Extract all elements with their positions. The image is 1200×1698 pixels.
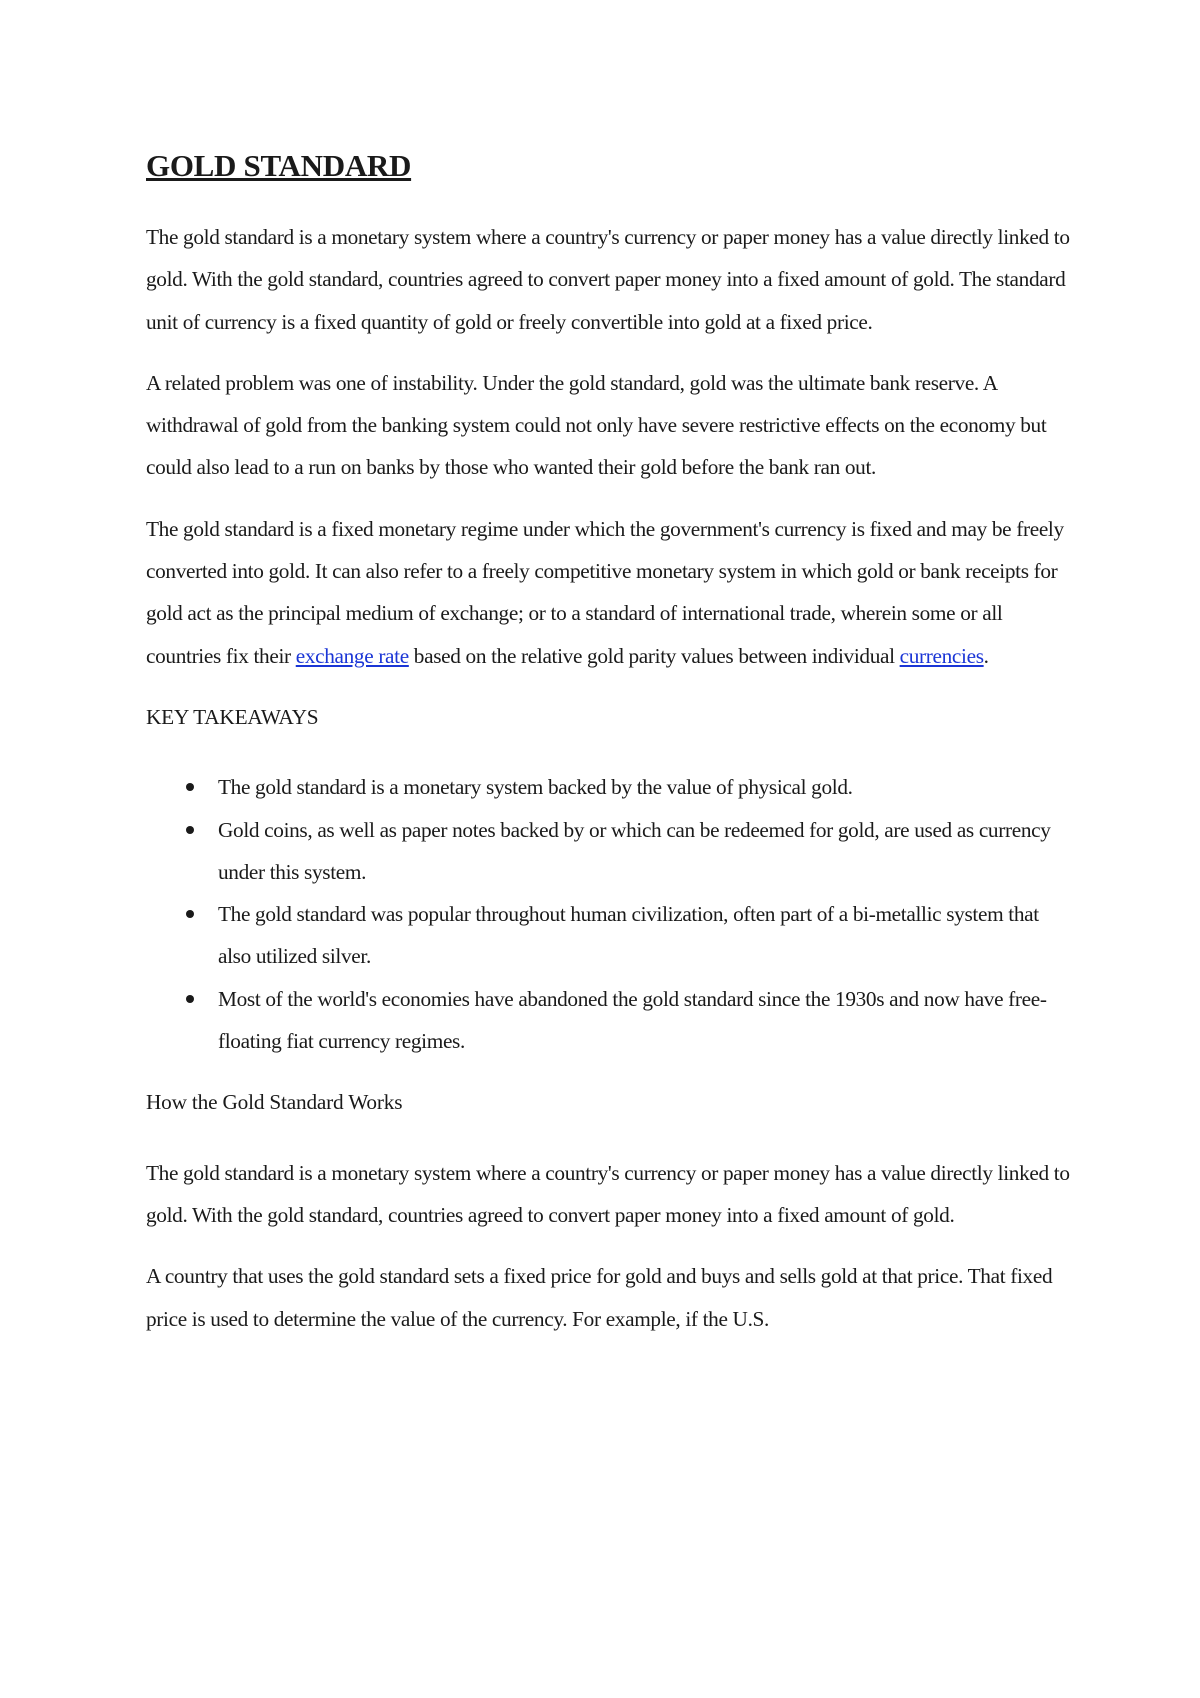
- intro-paragraph: The gold standard is a monetary system where a country's currency or paper money has a value directly linked to gold. With the gold standard, countries agreed to convert paper money into a fixed amount of gold. The standard unit of currency is a fixed quantity of gold or freely convertible into gold at a fixed price.: [146, 225, 1070, 334]
- list-item: [146, 978, 1076, 1063]
- exchange-rate-link[interactable]: exchange rate: [295, 643, 409, 668]
- list-item: [146, 809, 1076, 894]
- regime-paragraph: [146, 508, 1076, 677]
- fixed-price-paragraph: A country that uses the gold standard sets a fixed price for gold and buys and sells gold at that price. That fixed price is used to determine the value of the currency. For example, if the U.S.: [146, 1264, 1053, 1331]
- section-heading-how-it-works: How the Gold Standard Works: [146, 1090, 403, 1115]
- regime-text-a: The gold standard is a fixed monetary regime under which the government's currency is fixed and may be freely converted into gold. It can also refer to a freely competitive monetary system in which gold or bank receipts for gold act as the principal medium of exchange; or to a standard of international trade, wherein some or all countries fix their: [146, 516, 1064, 668]
- regime-text-c: .: [983, 643, 989, 668]
- document-page: [146, 138, 1076, 1359]
- instability-paragraph: A related problem was one of instability. Under the gold standard, gold was the ultimate bank reserve. A withdrawal of gold from the banking system could not only have severe restrictive effects on the economy but could also lead to a run on banks by those who wanted their gold before the bank ran out.: [146, 370, 1047, 480]
- list-item: [146, 766, 1076, 808]
- page-title: GOLD STANDARD: [146, 148, 412, 183]
- key-takeaways-heading: KEY TAKEAWAYS: [146, 704, 319, 729]
- list-item-text: The gold standard is a monetary system backed by the value of physical gold.: [218, 775, 853, 800]
- how-it-works-paragraph: The gold standard is a monetary system where a country's currency or paper money has a value directly linked to gold. With the gold standard, countries agreed to convert paper money into a fixed amount of gold.: [146, 1160, 1070, 1227]
- list-item-text: Most of the world's economies have abandoned the gold standard since the 1930s and now have free-floating fiat currency regimes.: [218, 986, 1047, 1054]
- list-item-text: Gold coins, as well as paper notes backed by or which can be redeemed for gold, are used as currency under this system.: [218, 817, 1051, 884]
- currencies-link[interactable]: currencies: [899, 643, 984, 668]
- regime-text-b: based on the relative gold parity values between individual: [408, 643, 900, 668]
- bullet-icon: [186, 826, 194, 834]
- bullet-icon: [186, 995, 194, 1003]
- bullet-icon: [186, 783, 194, 791]
- list-item: [146, 893, 1076, 978]
- bullet-icon: [186, 910, 194, 918]
- list-item-text: The gold standard was popular throughout human civilization, often part of a bi-metallic system that also utilized silver.: [218, 902, 1039, 969]
- key-takeaways-list: [146, 766, 1076, 1062]
